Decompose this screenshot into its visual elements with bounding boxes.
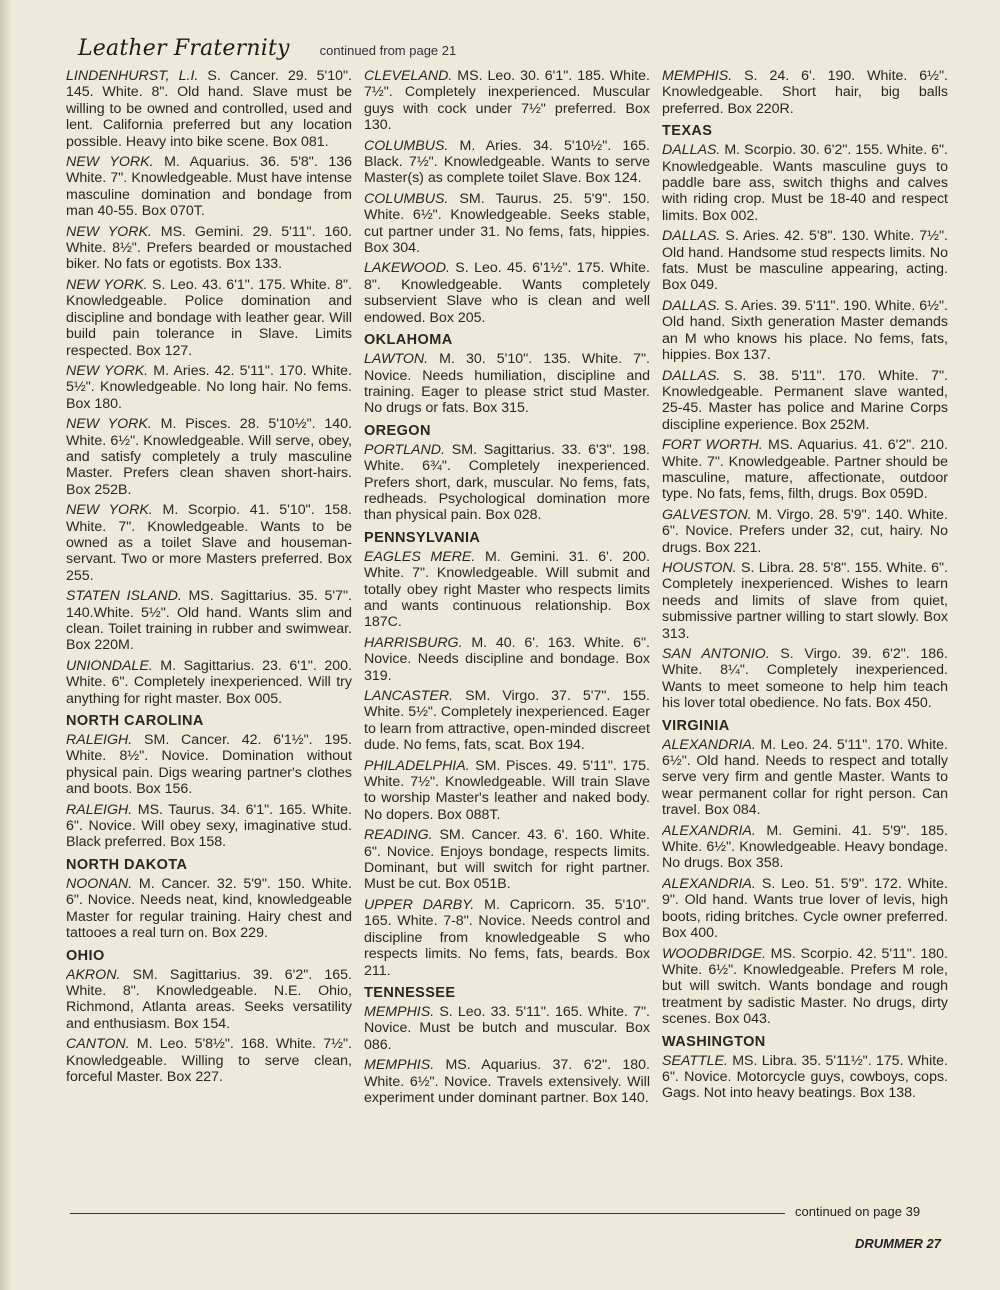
entry-text: M. Scorpio. 41. 5'10". 158. White. 7". Knowledgeable. Wants to be owned as a toilet Slave and houseman-servant. Two or more Masters preferred. Box 255.: [66, 502, 352, 584]
entry-text: M. Pisces. 28. 5'10½". 140. White. 6½". Knowledgeable. Will serve, obey, and satisfy completely a truly masculine Master. Prefers clean shaven short-hairs. Box 252B.: [66, 416, 352, 498]
classified-entry: [66, 658, 352, 707]
classified-entry: [364, 827, 650, 893]
classified-entry: [662, 142, 948, 224]
classified-entry: [662, 560, 948, 642]
entry-location: HARRISBURG.: [364, 634, 463, 651]
classified-entry: [364, 68, 650, 134]
entry-text: S. Leo. 33. 5'11". 165. White. 7". Novice. Must be butch and muscular. Box 086.: [364, 1003, 650, 1053]
classified-entry: [66, 732, 352, 798]
entry-text: SM. Sagittarius. 39. 6'2". 165. White. 8". Knowledgeable. N.E. Ohio, Richmond, Atlanta areas. Seeks versatility and enthusiasm. Box 154.: [66, 966, 352, 1032]
entry-location: NEW YORK.: [66, 502, 153, 519]
state-heading: TEXAS: [662, 123, 713, 140]
state-heading: TENNESSEE: [364, 984, 456, 1001]
entry-location: PHILADELPHIA.: [364, 757, 470, 774]
entry-text: MS. Gemini. 29. 5'11". 160. White. 8½". Prefers bearded or moustached biker. No fats or egotists. Box 133.: [66, 223, 352, 273]
classified-entry: [66, 502, 352, 584]
classified-entry: [66, 1036, 352, 1085]
entry-location: CANTON.: [66, 1036, 130, 1053]
entry-location: PORTLAND.: [364, 441, 445, 458]
entry-text: M. Capricorn. 35. 5'10". 165. White. 7-8". Novice. Needs control and discipline from knowledgeable S who respects limits. No fems, fats, beards. Box 211.: [364, 896, 650, 979]
entry-text: S. 24. 6'. 190. White. 6½". Knowledgeable. Short hair, big balls preferred. Box 220R.: [662, 68, 948, 117]
entry-location: AKRON.: [66, 966, 121, 983]
entry-text: S. Aries. 39. 5'11". 190. White. 6½". Old hand. Sixth generation Master demands an M who knows his place. No fems, fats, hippies. Box 137.: [662, 297, 948, 364]
state-heading: OREGON: [364, 422, 431, 439]
entry-text: MS. Sagittarius. 35. 5'7". 140.White. 5½". Old hand. Wants slim and clean. Toilet training in rubber and swimwear. Box 220M.: [66, 588, 352, 654]
classified-entry: [364, 688, 650, 754]
entry-text: S. Leo. 43. 6'1". 175. White. 8". Knowledgeable. Police domination and discipline and bondage with leather gear. Will build pain tolerance in Slave. Limits respected. Box 127.: [66, 276, 352, 359]
entry-location: NEW YORK.: [66, 223, 152, 240]
entry-text: M. Sagittarius. 23. 6'1". 200. White. 6". Completely inexperienced. Will try anything for right master. Box 005.: [66, 657, 352, 707]
section-header: [78, 36, 456, 72]
column-2: [364, 68, 650, 1198]
classified-entry: [66, 967, 352, 1033]
column-3: [662, 68, 948, 1198]
entry-location: DALLAS.: [662, 228, 721, 245]
classified-entry: [364, 1004, 650, 1053]
classified-entry: [364, 351, 650, 417]
classified-entry: [662, 737, 948, 819]
classified-entry: [364, 1057, 650, 1106]
entry-text: MS. Aquarius. 37. 6'2". 180. White. 6½". Novice. Travels extensively. Will experiment under dominant partner. Box 140.: [364, 1057, 650, 1106]
entry-text: MS. Scorpio. 42. 5'11". 180. White. 6½". Knowledgeable. Prefers M role, but will switch. Wants bondage and rough treatment by sadistic Master. No drugs, dirty scenes. Box 043.: [662, 945, 948, 1028]
classified-entry: [66, 416, 352, 498]
continued-from-note: continued from page 21: [319, 43, 457, 58]
entry-text: MS. Libra. 35. 5'11½". 175. White. 6". Novice. Motorcycle guys, cowboys, cops. Gags. Not into heavy beatings. Box 138.: [662, 1052, 948, 1102]
entry-text: SM. Sagittarius. 33. 6'3". 198. White. 6¾". Completely inexperienced. Prefers short, dark, muscular. No fems, fats, redheads. Psychological domination more than physical pain. Box 028.: [364, 441, 650, 524]
state-heading: NORTH CAROLINA: [66, 713, 204, 730]
entry-text: M. Leo. 5'8½". 168. White. 7½". Knowledgeable. Willing to serve clean, forceful Master. Box 227.: [66, 1036, 352, 1085]
classified-entry: [662, 368, 948, 434]
classified-entry: [364, 191, 650, 257]
entry-location: DALLAS.: [662, 142, 721, 159]
entry-text: M. Cancer. 32. 5'9". 150. White. 6". Novice. Needs neat, kind, knowledgeable Master for regular training. Hairy chest and tattooes a real turn on. Box 229.: [66, 875, 352, 942]
entry-text: M. Leo. 24. 5'11". 170. White. 6½". Old hand. Needs to respect and totally serve very firm and gentle Master. Wants to wear permanent collar for right person. Can travel. Box 084.: [662, 736, 948, 819]
classified-entry: [662, 228, 948, 294]
entry-location: MEMPHIS.: [364, 1057, 435, 1074]
classified-entry: [662, 298, 948, 364]
entry-location: MEMPHIS.: [662, 68, 733, 84]
classified-columns: [66, 68, 956, 1198]
classified-entry: [662, 876, 948, 942]
classified-entry: [66, 363, 352, 412]
entry-location: NOONAN.: [66, 875, 133, 892]
entry-location: MEMPHIS.: [364, 1003, 435, 1020]
entry-text: S. 38. 5'11". 170. White. 7". Knowledgeable. Permanent slave wanted, 25-45. Master has police and Marine Corps discipline experience. Box 252M.: [662, 367, 948, 433]
entry-location: ALEXANDRIA.: [662, 822, 756, 839]
state-heading: OHIO: [66, 947, 105, 964]
entry-location: STATEN ISLAND.: [66, 588, 182, 605]
entry-location: NEW YORK.: [66, 416, 152, 433]
classified-entry: [364, 897, 650, 979]
entry-text: SM. Cancer. 42. 6'1½". 195. White. 8½". Novice. Domination without physical pain. Digs wearing partner's clothes and boots. Box 156.: [66, 732, 352, 798]
classified-entry: [66, 588, 352, 654]
entry-text: MS. Leo. 30. 6'1". 185. White. 7½". Completely inexperienced. Muscular guys with cock under 7½" preferred. Box 130.: [364, 68, 650, 134]
entry-location: SAN ANTONIO.: [662, 646, 770, 662]
state-heading: WASHINGTON: [662, 1033, 766, 1050]
entry-location: FORT WORTH.: [662, 437, 763, 454]
entry-location: DALLAS.: [662, 297, 721, 314]
entry-location: WOODBRIDGE.: [662, 945, 767, 962]
entry-location: COLUMBUS.: [364, 137, 449, 154]
classified-entry: [662, 946, 948, 1028]
classified-entry: [364, 260, 650, 326]
classified-entry: [66, 802, 352, 851]
classified-entry: [662, 1053, 948, 1102]
classified-entry: [66, 876, 352, 942]
entry-text: MS. Taurus. 34. 6'1". 165. White. 6". Novice. Will obey sexy, imaginative stud. Black preferred. Box 158.: [66, 801, 352, 851]
entry-text: M. Gemini. 31. 6'. 200. White. 7". Knowledgeable. Will submit and totally obey right Master who respects limits and wants continuous relationship. Box 187C.: [364, 548, 650, 631]
classified-entry: [662, 507, 948, 556]
entry-location: NEW YORK.: [66, 362, 149, 379]
classified-entry: [66, 277, 352, 359]
entry-location: LAWTON.: [364, 351, 429, 368]
state-heading: VIRGINIA: [662, 717, 730, 734]
entry-location: HOUSTON.: [662, 559, 737, 576]
entry-text: M. Aries. 34. 5'10½". 165. Black. 7½". Knowledgeable. Wants to serve Master(s) as complete toilet Slave. Box 124.: [364, 137, 650, 187]
entry-location: COLUMBUS.: [364, 190, 449, 207]
entry-text: MS. Aquarius. 41. 6'2". 210. White. 7". Knowledgeable. Partner should be masculine, mature, affectionate, outdoor type. No fats, fems, filth, drugs. Box 059D.: [662, 437, 948, 503]
classified-entry: [364, 635, 650, 684]
entry-text: M. Virgo. 28. 5'9". 140. White. 6". Novice. Prefers under 32, cut, hairy. No drugs. Box 221.: [662, 506, 948, 556]
state-heading: OKLAHOMA: [364, 332, 453, 349]
entry-text: S. Libra. 28. 5'8". 155. White. 6". Completely inexperienced. Wishes to learn needs and limits of slave from quiet, submissive partner willing to start slowly. Box 313.: [662, 559, 948, 642]
classified-entry: [66, 224, 352, 273]
classified-entry: [364, 138, 650, 187]
entry-text: SM. Virgo. 37. 5'7". 155. White. 5½". Completely inexperienced. Eager to learn from attractive, open-minded discreet dude. No fems, fats, scat. Box 194.: [364, 688, 650, 754]
entry-text: S. Leo. 51. 5'9". 172. White. 9". Old hand. Wants true lover of levis, high boots, riding britches. Cycle owner preferred. Box 400.: [662, 875, 948, 942]
page-folio: DRUMMER 27: [855, 1236, 941, 1251]
classified-entry: [662, 437, 948, 503]
page-gutter: [0, 0, 12, 1290]
classified-entry: [662, 646, 948, 712]
state-heading: NORTH DAKOTA: [66, 856, 188, 873]
state-heading: PENNSYLVANIA: [364, 529, 481, 546]
entry-location: ALEXANDRIA.: [662, 736, 756, 753]
entry-location: GALVESTON.: [662, 506, 752, 523]
entry-location: LAKEWOOD.: [364, 260, 450, 277]
entry-location: LINDENHURST, L.I.: [66, 68, 199, 84]
entry-location: RALEIGH.: [66, 732, 133, 749]
section-title: Leather Fraternity: [78, 36, 290, 61]
entry-text: M. Gemini. 41. 5'9". 185. White. 6½". Knowledgeable. Heavy bondage. No drugs. Box 358.: [662, 822, 948, 872]
column-1: [66, 68, 352, 1198]
entry-location: READING.: [364, 827, 433, 844]
entry-location: UNIONDALE.: [66, 657, 153, 674]
entry-location: UPPER DARBY.: [364, 896, 475, 913]
entry-text: S. Leo. 45. 6'1½". 175. White. 8". Knowledgeable. Wants completely subservient Slave who is clean and well endowed. Box 205.: [364, 260, 650, 326]
classified-entry: [662, 68, 948, 117]
entry-text: M. Aquarius. 36. 5'8". 136 White. 7". Knowledgeable. Must have intense masculine domination and bondage from man 40-55. Box 070T.: [66, 154, 352, 220]
entry-text: M. 30. 5'10". 135. White. 7". Novice. Needs humiliation, discipline and training. Eager to please strict stud Master. No drugs or fats. Box 315.: [364, 351, 650, 417]
entry-text: M. Aries. 42. 5'11". 170. White. 5½". Knowledgeable. No long hair. No fems. Box 180.: [66, 362, 352, 412]
entry-text: S. Virgo. 39. 6'2". 186. White. 8¼". Completely inexperienced. Wants to meet someone to help him teach his lover total obedience. No fats. Box 450.: [662, 646, 948, 712]
entry-location: NEW YORK.: [66, 276, 148, 293]
footer-rule: [70, 1213, 785, 1214]
continued-on-note: continued on page 39: [795, 1204, 921, 1219]
entry-text: S. Aries. 42. 5'8". 130. White. 7½". Old hand. Handsome stud respects limits. No fats. Must be masculine appearing, acting. Box 049.: [662, 228, 948, 294]
entry-location: DALLAS.: [662, 367, 721, 384]
entry-text: SM. Taurus. 25. 5'9". 150. White. 6½". Knowledgeable. Seeks stable, cut partner under 31. No fems, fats, hippies. Box 304.: [364, 190, 650, 257]
entry-location: CLEVELAND.: [364, 68, 453, 84]
classified-entry: [66, 154, 352, 220]
classified-entry: [364, 549, 650, 631]
entry-location: ALEXANDRIA.: [662, 875, 756, 892]
entry-text: S. Cancer. 29. 5'10". 145. White. 8". Old hand. Slave must be willing to be owned and controlled, used and lent. California preferred but any location possible. Heavy into bike scene. Box 081.: [66, 68, 352, 150]
classified-entry: [662, 823, 948, 872]
entry-location: LANCASTER.: [364, 688, 454, 704]
entry-text: M. 40. 6'. 163. White. 6". Novice. Needs discipline and bondage. Box 319.: [364, 634, 650, 684]
entry-location: RALEIGH.: [66, 801, 133, 818]
classified-entry: [364, 442, 650, 524]
entry-text: SM. Cancer. 43. 6'. 160. White. 6". Novice. Enjoys bondage, respects limits. Dominant, but will switch for right partner. Must be cut. Box 051B.: [364, 827, 650, 893]
entry-location: NEW YORK.: [66, 154, 154, 171]
entry-location: SEATTLE.: [662, 1052, 728, 1069]
entry-text: M. Scorpio. 30. 6'2". 155. White. 6". Knowledgeable. Wants masculine guys to paddle bare ass, switch thighs and calves with riding crop. Must be 18-40 and respect limits. Box 002.: [662, 142, 948, 224]
entry-location: EAGLES MERE.: [364, 548, 476, 565]
entry-text: SM. Pisces. 49. 5'11". 175. White. 7½". Knowledgeable. Will train Slave to worship Master's leather and naked body. No dopers. Box 088T.: [364, 757, 650, 823]
classified-entry: [364, 758, 650, 824]
classified-entry: [66, 68, 352, 150]
